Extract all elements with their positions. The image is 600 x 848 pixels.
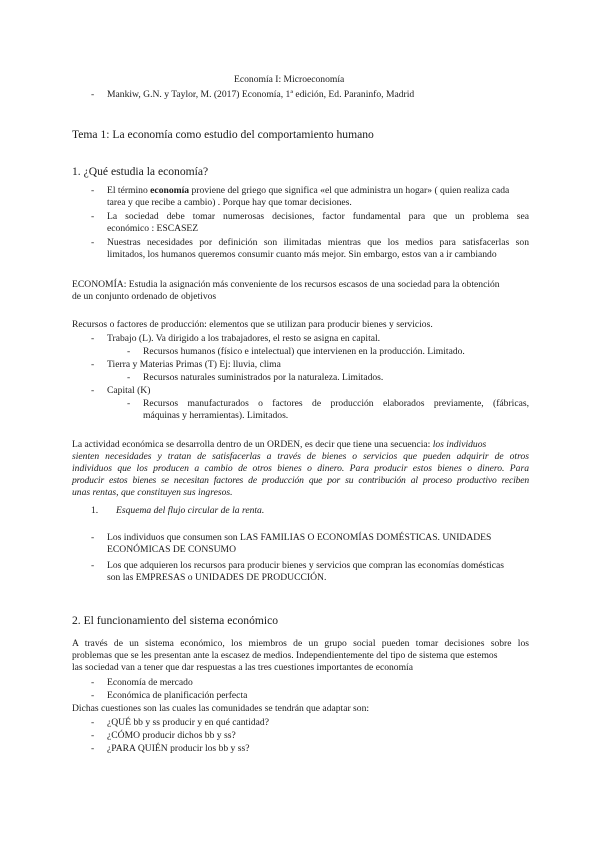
bullet-1-line-2: tarea y que recibe a cambio) . Porque hay que tomar decisiones. xyxy=(107,197,352,208)
topic-heading: Tema 1: La economía como estudio del comportamiento humano xyxy=(72,128,374,141)
question-what: ¿QUÉ bb y ss producir y en qué cantidad? xyxy=(107,717,269,728)
dash-bullet: - xyxy=(91,385,95,396)
numbered-item-number: 1. xyxy=(91,505,99,516)
circular-flow-title: Esquema del flujo circular de la renta. xyxy=(116,505,265,516)
bullet-1-line-1: El término economía proviene del griego que significa «el que administra un hogar» ( quien realiza cada xyxy=(107,185,510,196)
factor-trabajo-detail: Recursos humanos (físico e intelectual) que intervienen en la producción. Limitado. xyxy=(143,346,465,357)
dash-bullet: - xyxy=(127,346,131,357)
dash-bullet: - xyxy=(91,677,95,688)
system-market: Economía de mercado xyxy=(107,677,193,688)
bold-term: economía xyxy=(150,185,190,196)
economia-definition-line-1: ECONOMÍA: Estudia la asignación más conveniente de los recursos escasos de una sociedad para la obtención xyxy=(72,279,500,290)
document-title: Economía I: Microeconomía xyxy=(234,74,345,85)
section-2-heading: 2. El funcionamiento del sistema económico xyxy=(72,614,279,627)
section-1-heading: 1. ¿Qué estudia la economía? xyxy=(72,165,209,178)
activity-line-1: La actividad económica se desarrolla dentro de un ORDEN, es decir que tiene una secuencia: los individuos xyxy=(72,439,487,450)
dash-bullet: - xyxy=(91,333,95,344)
dash-bullet: - xyxy=(91,359,95,370)
dash-bullet: - xyxy=(91,237,95,248)
factor-capital-detail-line-2: máquinas y herramientas). Limitados. xyxy=(143,410,289,421)
dash-bullet: - xyxy=(91,211,95,222)
economia-definition-line-2: de un conjunto ordenado de objetivos xyxy=(72,291,217,302)
dash-bullet: - xyxy=(127,398,131,409)
dash-bullet: - xyxy=(91,560,95,571)
system-planned: Económica de planificación perfecta xyxy=(107,690,248,701)
dash-bullet: - xyxy=(91,89,95,100)
section-2-para-line-2: problemas que se les presentan ante la escasez de medios. Independientemente del tipo de sistema que estemos xyxy=(72,650,498,661)
companies-line-1: Los que adquieren los recursos para producir bienes y servicios que compran las economías domésticas xyxy=(107,560,504,571)
dash-bullet: - xyxy=(91,730,95,741)
question-for-whom: ¿PARA QUIÉN producir los bb y ss? xyxy=(107,743,250,754)
dash-bullet: - xyxy=(91,717,95,728)
dash-bullet: - xyxy=(91,185,95,196)
dash-bullet: - xyxy=(91,690,95,701)
bullet-3-line-1: Nuestras necesidades por definición son ilimitadas mientras que los medios para satisfacerlas son xyxy=(107,237,529,248)
factor-tierra-detail: Recursos naturales suministrados por la naturaleza. Limitados. xyxy=(143,372,384,383)
dash-bullet: - xyxy=(127,372,131,383)
activity-line-5: unas rentas, que constituyen sus ingresos. xyxy=(72,487,233,498)
question-how: ¿CÓMO producir dichos bb y ss? xyxy=(107,730,236,741)
companies-line-2: son las EMPRESAS o UNIDADES DE PRODUCCIÓN. xyxy=(107,572,327,583)
factor-tierra: Tierra y Materias Primas (T) Ej: lluvia, clima xyxy=(107,359,281,370)
bullet-2-line-1: La sociedad debe tomar numerosas decisiones, factor fundamental para que un problema sea xyxy=(107,211,529,222)
activity-line-4: producir estos bienes se necesitan factores de producción que por su contribución al proceso productivo reciben xyxy=(72,475,529,486)
dash-bullet: - xyxy=(91,532,95,543)
dash-bullet: - xyxy=(91,743,95,754)
bullet-2-line-2: económico : ESCASEZ xyxy=(107,223,199,234)
factor-capital-detail-line-1: Recursos manufacturados o factores de producción elaborados previamente, (fábricas, xyxy=(143,398,529,409)
bullet-3-line-2: limitados, los humanos queremos consumir cuanto más mejor. Sin embargo, estos van a ir cambiando xyxy=(107,249,497,260)
factor-trabajo: Trabajo (L). Va dirigido a los trabajadores, el resto se asigna en capital. xyxy=(107,333,381,344)
questions-intro: Dichas cuestiones son las cuales las comunidades se tendrán que adaptar son: xyxy=(72,703,370,714)
families-line-2: ECONÓMICAS DE CONSUMO xyxy=(107,544,236,555)
section-2-para-line-1: A través de un sistema económico, los miembros de un grupo social pueden tomar decisiones sobre los xyxy=(72,638,529,649)
section-2-para-line-3: las sociedad van a tener que dar respuestas a las tres cuestiones importantes de economía xyxy=(72,662,413,673)
activity-line-3: individuos que los producen a cambio de otros bienes o dinero. Para producir estos bienes o dinero. Para xyxy=(72,463,529,474)
activity-line-2: sienten necesidades y tratan de satisfacerlas a través de bienes o servicios que pueden adquirir de otros xyxy=(72,451,529,462)
reference-text: Mankiw, G.N. y Taylor, M. (2017) Economía, 1ª edición, Ed. Paraninfo, Madrid xyxy=(107,89,415,100)
families-line-1: Los individuos que consumen son LAS FAMILIAS O ECONOMÍAS DOMÉSTICAS. UNIDADES xyxy=(107,532,492,543)
factor-capital: Capital (K) xyxy=(107,385,151,396)
factors-intro: Recursos o factores de producción: elementos que se utilizan para producir bienes y servicios. xyxy=(72,319,433,330)
